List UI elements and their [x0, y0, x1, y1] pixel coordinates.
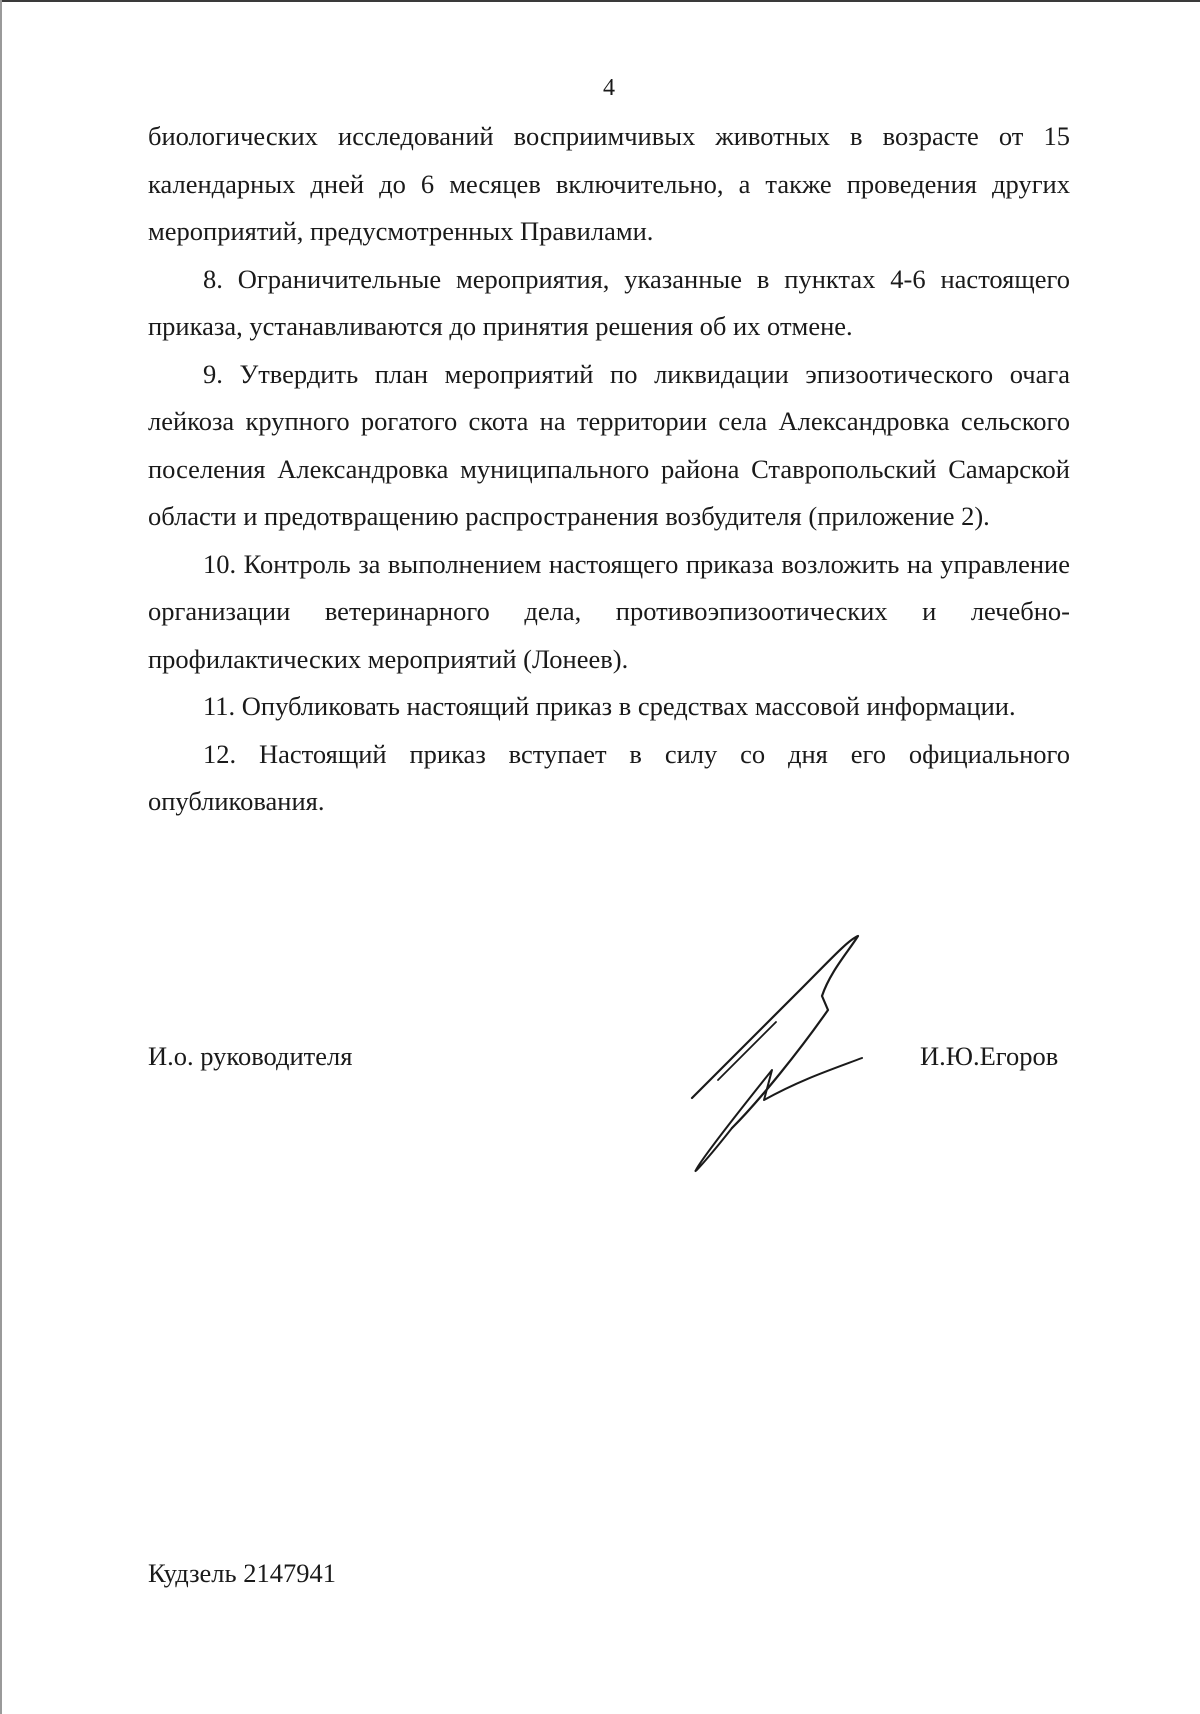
paragraph-8: 8. Ограничительные мероприятия, указанные в пунктах 4-6 настоящего приказа, устанавливаются до принятия решения об их отмене. [148, 263, 1070, 341]
executor-line: Кудзель 2147941 [148, 1558, 336, 1588]
scan-left-edge [0, 0, 2, 1714]
page-number: 4 [603, 75, 615, 101]
signatory-title: И.о. руководителя [148, 1041, 353, 1071]
paragraph-11: 11. Опубликовать настоящий приказ в средствах массовой информации. [203, 691, 1016, 721]
handwritten-signature [680, 930, 900, 1180]
document-body [148, 113, 1070, 826]
paragraph-12: 12. Настоящий приказ вступает в силу со дня его официального опубликования. [148, 738, 1070, 816]
signatory-name: И.Ю.Егоров [920, 1041, 1059, 1071]
paragraph-continuation: биологических исследований восприимчивых животных в возрасте от 15 календарных дней до 6 месяцев включительно, а также проведения других мероприятий, предусмотренных Правилами. [148, 121, 1070, 246]
paragraph-9: 9. Утвердить план мероприятий по ликвидации эпизоотического очага лейкоза крупного рогатого скота на территории села Александровка сельского поселения Александровка муниципального района Ставропольский Самарской области и предотвращению распространения возбудителя (приложение 2). [148, 358, 1070, 531]
paragraph-10: 10. Контроль за выполнением настоящего приказа возложить на управление организации ветеринарного дела, противоэпизоотических и лечебно-профилактических мероприятий (Лонеев). [148, 548, 1070, 674]
scan-top-edge [0, 0, 1200, 2]
